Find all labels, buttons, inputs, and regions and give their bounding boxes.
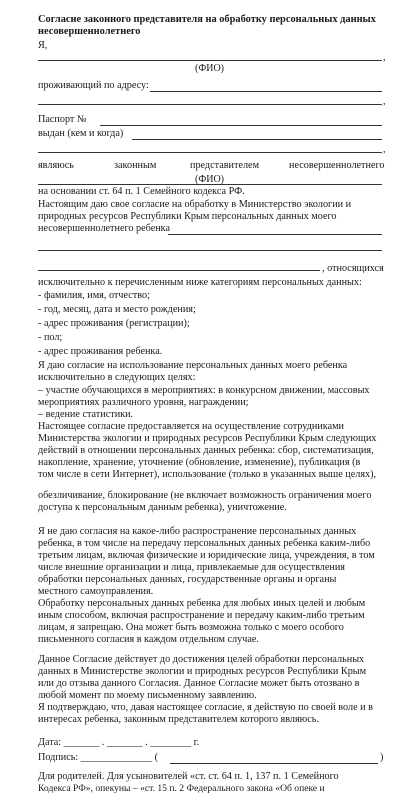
address-line-1: [150, 91, 382, 92]
fio-caption-2: (ФИО): [195, 174, 225, 185]
prohibit-line: Обработку персональных данных ребенка для любых иных целей и любым: [38, 598, 366, 609]
consent-document: Согласие законного представителя на обработку персональных данных несовершеннолетнего Я, , (ФИО) проживающий по адресу: , Паспорт № выдан (кем и когда) , являюсь законным представителем несовершеннолетнего (ФИО) на основании ст. 64 п. 1 Семейного кодекса РФ. Настоящим даю свое согласие на обработку в Министерство экологии и природных ресурсов Республики Крым персональных данных моего несовершеннолетнего ребенка , относящихся исключительно к перечисленным ниже категориям персональных данных: - фамилия, имя, отчество; - год, месяц, дата и место рождения; - адрес проживания (регистрации); - пол; - адрес проживания ребенка. Я даю согласие на использование персональных данных моего ребенка исключительно в следующих целях: – участие обучающихся в мероприятиях: в конкурсном движении, массовых мероприятиях различного уровня, награждении; – ведение статистики. Настоящее согласие предоставляется на осуществление сотрудниками Министерства экологии и природных ресурсов Республики Крым следующих действий в отношении персональных данных ребенка: сбор, систематизация, накопление, хранение, уточнение (обновление, изменение), публикация (в том числе в сети Интернет), использование (только в указанных выше целях), обезличивание, блокирование (не включает возможность ограничения моего доступа к персональным данным ребенка), уничтожение. Я не даю согласия на какое-либо распространение персональных данных ребенка, в том числе на передачу персональных данных ребенка каким-либо третьим лицам, включая физические и юридические лица, учреждения, в том числе внешние организации и лица, привлекаемые для осуществления обработки персональных данных, государственные органы и органы местного самоуправления. Обработку персональных данных ребенка для любых иных целей и любым иным способом, включая распространение и передачу каким-либо третьим лицам, я запрещаю. Она может быть возможна только с моего особого письменного согласия в каждом отдельном случае. Данное Согласие действует до достижения целей обработки персональных данных в Министерстве экологии и природных ресурсов Республики Крым или до отзыва данного Согласия. Данное Согласие может быть отозвано в любой момент по моему письменному заявлению. Я подтверждаю, что, давая настоящее согласие, я действую по своей воле и в интересах ребенка, законным представителем которого являюсь. Дата: _______ . _______ . ________ г. Подпись: ______________ ( ) Для родителей. Для усыновителей «ст. ст. 64 п. 1, 137 п. 1 Семейного Кодекса РФ», опекуны – «ст. 15 п. 2 Федерального закона «Об опеке и: [0, 0, 419, 800]
processing-tail-line: обезличивание, блокирование (не включает возможность ограничения моего: [38, 490, 372, 501]
date-field: Дата: _______ . _______ . ________ г.: [38, 737, 200, 748]
prohibit-line: иным способом, включая распространение и передачу каким-либо третьим: [38, 610, 365, 621]
being-word-1: являюсь: [38, 160, 74, 171]
category-item: - адрес проживания (регистрации);: [38, 318, 190, 329]
no-distribution-line: числе внешние организации и лица, привлекаемые для осуществления: [38, 562, 345, 573]
processing-line: накопление, хранение, уточнение (обновление, изменение), публикация (в: [38, 457, 361, 468]
validity-line: Данное Согласие действует до достижения целей обработки персональных: [38, 654, 365, 665]
prohibit-line: лицам, я запрещаю. Она может быть возможна только с моего особого: [38, 622, 344, 633]
no-distribution-line: ребенка, в том числе на передачу персональных данных ребенка каким-либо: [38, 538, 371, 549]
only-to-text: исключительно к перечисленным ниже категориям персональных данных:: [38, 277, 362, 288]
note-line: Кодекса РФ», опекуны – «ст. 15 п. 2 Федерального закона «Об опеке и: [38, 783, 325, 794]
being-word-3: представителем: [190, 160, 260, 171]
no-distribution-line: Я не даю согласия на какое-либо распространение персональных данных: [38, 526, 357, 537]
signature-field: Подпись: ______________ (: [38, 752, 159, 763]
note-line: Для родителей. Для усыновителей «ст. ст. 64 п. 1, 137 п. 1 Семейного: [38, 771, 339, 782]
processing-line: Настоящее согласие предоставляется на осуществление сотрудниками: [38, 421, 345, 432]
child-line-a: [168, 234, 382, 235]
purpose-item: – ведение статистики.: [38, 409, 134, 420]
confirm-line: интересах ребенка, законным представителем которого являюсь.: [38, 714, 319, 725]
passport-label: Паспорт №: [38, 114, 87, 125]
processing-tail-line: доступа к персональным данным ребенка), уничтожение.: [38, 502, 287, 513]
purpose-item: – участие обучающихся в мероприятиях: в конкурсном движении, массовых: [38, 385, 370, 396]
purpose-line-2: исключительно в следующих целях:: [38, 372, 196, 383]
title-line-1: Согласие законного представителя на обработку персональных данных: [38, 14, 376, 25]
issued-line-2: [38, 152, 382, 153]
validity-line: данных в Министерстве экологии и природных ресурсов Республики Крым: [38, 666, 367, 677]
no-distribution-line: местного самоуправления.: [38, 586, 154, 597]
ya-label: Я,: [38, 40, 48, 51]
category-item: - адрес проживания ребенка.: [38, 346, 163, 357]
issued-line-1: [132, 139, 382, 140]
confirm-line: Я подтверждаю, что, давая настоящее согласие, я действую по своей воле и в: [38, 702, 373, 713]
processing-line: Министерства экологии и природных ресурсов Республики Крым следующих: [38, 433, 377, 444]
name-line: [38, 60, 382, 61]
signature-close: ): [380, 752, 384, 763]
child-line-c: [38, 270, 320, 271]
consent-line-3: несовершеннолетнего ребенка: [38, 223, 170, 234]
category-item: - пол;: [38, 332, 63, 343]
consent-line-2: природных ресурсов Республики Крым персональных данных моего: [38, 211, 337, 222]
fio-caption: (ФИО): [195, 63, 225, 74]
no-distribution-line: обработки персональных данных, государственные органы и органы: [38, 574, 337, 585]
processing-line: действий в отношении персональных данных ребенка: сбор, систематизация,: [38, 445, 374, 456]
consent-line-1: Настоящим даю свое согласие на обработку в Министерство экологии и: [38, 199, 352, 210]
prohibit-line: письменного согласия в каждом отдельном случае.: [38, 634, 259, 645]
child-line-b: [38, 250, 382, 251]
validity-line: любой момент по моему письменному заявлению.: [38, 690, 257, 701]
purpose-line-1: Я даю согласие на использование персональных данных моего ребенка: [38, 360, 348, 371]
no-distribution-line: третьим лицам, включая физические и юридические лица, учреждения, в том: [38, 550, 375, 561]
category-item: - год, месяц, дата и место рождения;: [38, 304, 196, 315]
processing-line: том числе в сети Интернет), использование (только в указанных выше целях),: [38, 469, 377, 480]
title-line-2: несовершеннолетнего: [38, 26, 141, 37]
basis-text: на основании ст. 64 п. 1 Семейного кодекса РФ.: [38, 186, 245, 197]
being-word-2: законным: [114, 160, 157, 171]
document-title: [38, 14, 398, 38]
being-word-4: несовершеннолетнего: [289, 160, 385, 171]
address-label: проживающий по адресу:: [38, 80, 149, 91]
validity-line: или до отзыва данного Согласия. Данное Согласие может быть отозвано в: [38, 678, 360, 689]
purpose-item: мероприятиях различного уровня, награждении;: [38, 397, 249, 408]
address-line-2: [38, 104, 382, 105]
passport-line: [100, 125, 382, 126]
category-item: - фамилия, имя, отчество;: [38, 290, 150, 301]
signature-name-line: [170, 763, 378, 764]
relating-text: , относящихся: [322, 263, 384, 274]
issued-label: выдан (кем и когда): [38, 128, 124, 139]
